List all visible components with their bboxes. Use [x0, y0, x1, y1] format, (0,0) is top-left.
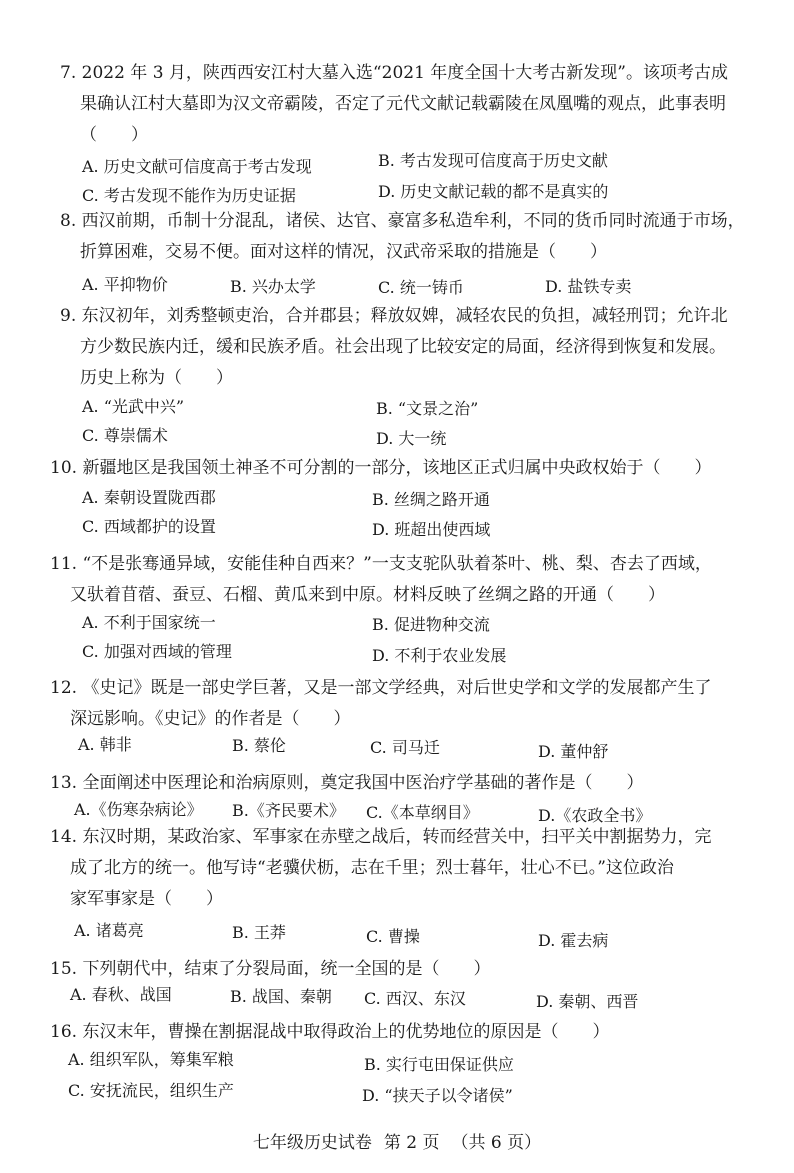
- stem-line: 果确认江村大墓即为汉文帝霸陵，否定了元代文献记载霸陵在凤凰嘴的观点，此事表明: [80, 94, 726, 114]
- option-b: B.《齐民要术》: [232, 801, 345, 820]
- stem-line: 东汉初年，刘秀整顿吏治，合并郡县；释放奴婢，减轻农民的负担，减轻刑罚；允许北: [81, 306, 728, 326]
- stem-line: 《史记》既是一部史学巨著，又是一部文学经典，对后世史学和文学的发展都产生了: [82, 678, 712, 698]
- option-a: A.《伤寒杂病论》: [74, 800, 203, 819]
- option-a: A. 组织军队，筹集军粮: [68, 1050, 234, 1069]
- option-c: C. 安抚流民，组织生产: [68, 1081, 234, 1100]
- question-number: 12.: [50, 678, 78, 698]
- stem-line: 2022 年 3 月，陕西西安江村大墓入选“2021 年度全国十大考古新发现”。该项考古成: [81, 63, 728, 83]
- option-c: C. 考古发现不能作为历史证据: [82, 186, 296, 205]
- exam-title: 七年级历史试卷: [252, 1133, 372, 1153]
- option-b: B. 王莽: [232, 923, 286, 942]
- option-c: C. 司马迁: [370, 738, 440, 757]
- option-b: B. 实行屯田保证供应: [364, 1055, 514, 1074]
- question-stem: [60, 301, 760, 394]
- option-d: D. 班超出使西域: [372, 520, 491, 539]
- question-number: 8.: [60, 211, 77, 231]
- question-number: 7.: [60, 63, 77, 83]
- question-stem: [50, 822, 750, 915]
- option-d: D.《农政全书》: [538, 806, 652, 825]
- stem-line: 深远影响。《史记》的作者是（ ）: [70, 709, 351, 729]
- option-d: D. “挟天子以令诸侯”: [362, 1086, 513, 1105]
- option-d: D. 盐铁专卖: [545, 277, 632, 296]
- question-stem: [50, 768, 750, 799]
- question-number: 10.: [50, 458, 78, 478]
- option-a: A. 历史文献可信度高于考古发现: [82, 157, 312, 176]
- option-a: A. 不利于国家统一: [82, 613, 216, 632]
- page-total: （共 6 页）: [451, 1133, 542, 1153]
- stem-line: 历史上称为（ ）: [80, 368, 233, 388]
- question-number: 16.: [50, 1022, 78, 1042]
- stem-line: 又驮着苜蓿、蚕豆、石榴、黄瓜来到中原。材料反映了丝绸之路的开通（ ）: [70, 585, 665, 605]
- option-d: D. 大一统: [376, 429, 447, 448]
- question-stem: [60, 206, 760, 268]
- question-stem: [60, 58, 760, 151]
- option-c: C. 统一铸币: [378, 278, 464, 297]
- option-b: B. 考古发现可信度高于历史文献: [378, 151, 608, 170]
- option-c: C. 西域都护的设置: [82, 517, 216, 536]
- question-stem: [50, 549, 750, 611]
- option-b: B. 兴办太学: [230, 277, 316, 296]
- option-b: B. “文景之治”: [376, 399, 479, 418]
- question-number: 9.: [60, 306, 77, 326]
- stem-line: 下列朝代中，结束了分裂局面，统一全国的是（ ）: [82, 959, 491, 979]
- option-b: B. 丝绸之路开通: [372, 490, 490, 509]
- option-b: B. 蔡伦: [232, 736, 286, 755]
- option-a: A. 韩非: [78, 735, 132, 754]
- question-number: 15.: [50, 959, 78, 979]
- option-d: D. 董仲舒: [538, 742, 609, 761]
- option-a: A. 春秋、战国: [70, 985, 172, 1004]
- option-c: C. 尊崇儒术: [82, 426, 168, 445]
- stem-line: （ ）: [80, 125, 148, 145]
- stem-line: 新疆地区是我国领土神圣不可分割的一部分，该地区正式归属中央政权始于（ ）: [82, 458, 712, 478]
- question-number: 11.: [50, 554, 78, 574]
- stem-line: 家军事家是（ ）: [70, 889, 223, 909]
- question-stem: [50, 453, 750, 484]
- page-number: 第 2 页: [383, 1133, 440, 1153]
- stem-line: 全面阐述中医理论和治病原则，奠定我国中医治疗学基础的著作是（ ）: [82, 773, 644, 793]
- option-d: D. 不利于农业发展: [372, 646, 507, 665]
- option-c: C. 西汉、东汉: [364, 989, 466, 1008]
- option-d: D. 历史文献记载的都不是真实的: [378, 182, 609, 201]
- page-footer: [0, 1128, 794, 1153]
- option-a: A. 秦朝设置陇西郡: [82, 488, 216, 507]
- option-c: C.《本草纲目》: [366, 803, 479, 822]
- question-stem: [50, 954, 750, 985]
- option-d: D. 霍去病: [538, 931, 609, 950]
- option-d: D. 秦朝、西晋: [536, 992, 639, 1011]
- stem-line: 东汉末年，曹操在割据混战中取得政治上的优势地位的原因是（ ）: [82, 1022, 610, 1042]
- option-a: A. 平抑物价: [82, 275, 168, 294]
- option-b: B. 战国、秦朝: [230, 987, 332, 1006]
- stem-line: 方少数民族内迁，缓和民族矛盾。社会出现了比较安定的局面，经济得到恢复和发展。: [80, 337, 726, 357]
- option-a: A. 诸葛亮: [74, 921, 144, 940]
- stem-line: “不是张骞通异域，安能佳种自西来？”一支支驼队驮着茶叶、桃、梨、杏去了西域，: [82, 554, 712, 574]
- option-a: A. “光武中兴”: [82, 397, 185, 416]
- stem-line: 东汉时期，某政治家、军事家在赤壁之战后，转而经营关中，扫平关中割据势力，完: [82, 827, 712, 847]
- question-stem: [50, 1017, 750, 1048]
- question-number: 13.: [50, 773, 78, 793]
- option-c: C. 曹操: [366, 927, 420, 946]
- stem-line: 成了北方的统一。他写诗“老骥伏枥，志在千里；烈士暮年，壮心不已。”这位政治: [70, 858, 674, 878]
- question-stem: [50, 673, 750, 735]
- stem-line: 折算困难，交易不便。面对这样的情况，汉武帝采取的措施是（ ）: [80, 242, 607, 262]
- option-b: B. 促进物种交流: [372, 615, 490, 634]
- question-number: 14.: [50, 827, 78, 847]
- option-c: C. 加强对西域的管理: [82, 642, 232, 661]
- stem-line: 西汉前期，币制十分混乱，诸侯、达官、豪富多私造牟利，不同的货币同时流通于市场，: [81, 211, 745, 231]
